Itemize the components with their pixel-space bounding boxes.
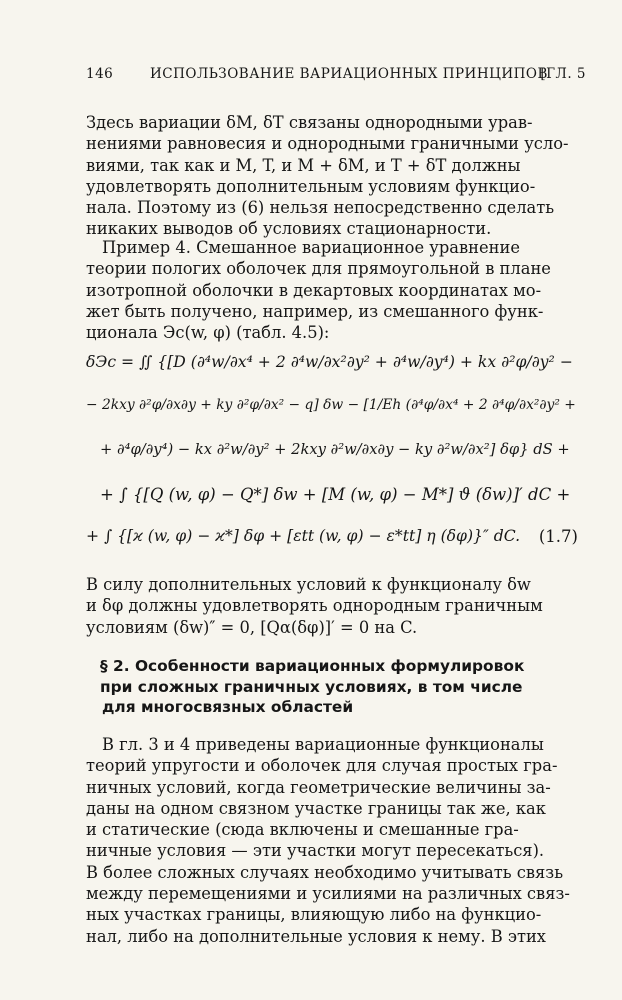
heading-line: при сложных граничных условиях, в том числе — [100, 677, 523, 696]
section-heading — [100, 656, 590, 718]
text-line: виями, так как и M, T, и M + δM, и T + δT должны — [86, 155, 521, 175]
text-line: Пример 4. Смешанное вариационное уравнение — [102, 238, 520, 257]
equation-number: (1.7) — [538, 527, 578, 546]
paragraph-boundary-conditions — [86, 574, 578, 638]
text-line: нал, либо на дополнительные условия к нему. В этих — [86, 926, 546, 946]
text-line: нениями равновесия и однородными граничными усло- — [86, 134, 569, 154]
equation-line: − 2kxy ∂²φ/∂x∂y + ky ∂²φ/∂x² − q] δw − [1/Eh (∂⁴φ/∂x⁴ + 2 ∂⁴φ/∂x²∂y² + — [86, 397, 576, 413]
text-line: нала. Поэтому из (6) нельзя непосредственно сделать — [86, 198, 555, 218]
paragraph-example-4 — [86, 237, 578, 343]
text-line: условиям (δw)″ = 0, [Qα(δφ)]′ = 0 на C. — [86, 617, 418, 637]
equation-1-7 — [86, 345, 578, 555]
text-line: между перемещениями и усилиями на различных связ- — [86, 884, 570, 904]
text-line: В силу дополнительных условий к функционалу δw — [86, 575, 531, 594]
text-line: ничных условий, когда геометрические величины за- — [86, 777, 551, 797]
paragraph-chapters-3-4 — [86, 734, 578, 947]
text-line: никаких выводов об условиях стационарности. — [86, 219, 492, 239]
text-line: теорий упругости и оболочек для случая простых гра- — [86, 756, 558, 776]
text-line: жет быть получено, например, из смешанного функ- — [86, 301, 544, 321]
equation-line: + ∂⁴φ/∂y⁴) − kx ∂²w/∂y² + 2kxy ∂²w/∂x∂y − ky ∂²w/∂x²] δφ} dS + — [100, 441, 570, 458]
text-line: В более сложных случаях необходимо учитывать связь — [86, 862, 564, 882]
heading-line: для многосвязных областей — [102, 698, 354, 716]
text-line: и δφ должны удовлетворять однородным граничным — [86, 596, 543, 616]
equation-line: + ∫ {[Q (w, φ) − Q*] δw + [M (w, φ) − M*] ϑ (δw)]′ dC + — [100, 485, 571, 504]
text-line: и статические (сюда включены и смешанные гра- — [86, 820, 519, 840]
text-line: изотропной оболочки в декартовых координатах мо- — [86, 280, 542, 300]
equation-line: δЭc = ∬ {[D (∂⁴w/∂x⁴ + 2 ∂⁴w/∂x²∂y² + ∂⁴w/∂y⁴) + kx ∂²φ/∂y² − — [86, 353, 573, 371]
chapter-marker: [ГЛ. 5 — [540, 66, 586, 82]
text-line: Здесь вариации δM, δT связаны однородными урав- — [86, 113, 533, 132]
running-title: ИСПОЛЬЗОВАНИЕ ВАРИАЦИОННЫХ ПРИНЦИПОВ — [150, 66, 548, 82]
text-line: даны на одном связном участке границы так же, как — [86, 798, 546, 818]
text-line: ных участках границы, влияющую либо на функцио- — [86, 905, 542, 925]
text-line: В гл. 3 и 4 приведены вариационные функционалы — [102, 735, 544, 754]
paragraph-variations — [86, 112, 578, 240]
text-line: удовлетворять дополнительным условиям функцио- — [86, 176, 536, 196]
heading-line: § 2. Особенности вариационных формулировок — [100, 657, 525, 675]
equation-line: + ∫ {[ϰ (w, φ) − ϰ*] δφ + [εtt (w, φ) − ε*tt] η (δφ)}″ dC. — [86, 527, 521, 545]
text-line: ничные условия — эти участки могут пересекаться). — [86, 841, 545, 861]
text-line: ционала Эc(w, φ) (табл. 4.5): — [86, 323, 330, 343]
page-number: 146 — [86, 66, 114, 82]
text-line: теории пологих оболочек для прямоугольной в плане — [86, 259, 551, 279]
